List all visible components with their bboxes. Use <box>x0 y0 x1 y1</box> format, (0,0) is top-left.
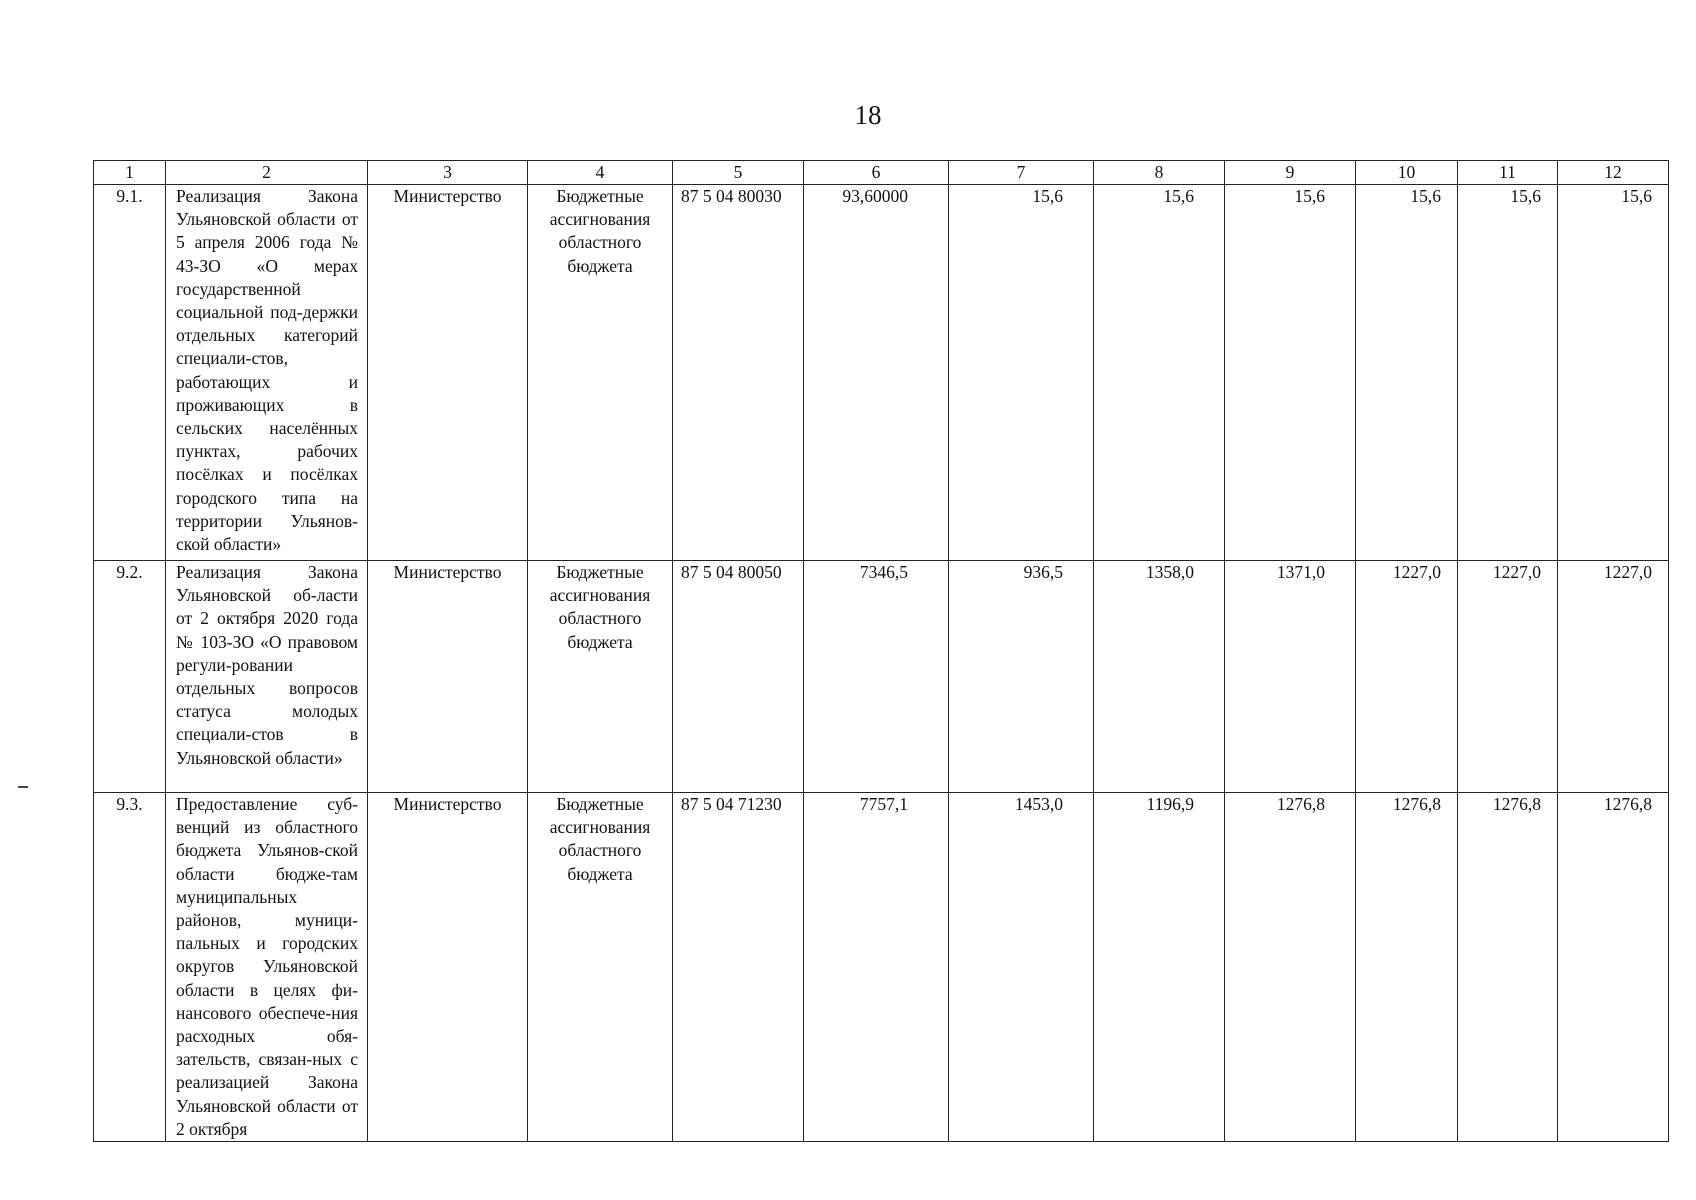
year-amount: 1227,0 <box>1558 561 1669 793</box>
budget-code: 87 5 04 71230 <box>673 793 804 1142</box>
total-amount: 93,60000 <box>804 185 949 561</box>
column-number: 3 <box>368 161 528 185</box>
margin-mark <box>18 786 28 788</box>
year-amount: 1227,0 <box>1356 561 1458 793</box>
measure-name: Реализация Закона Ульяновской об-ласти от 2 октября 2020 года № 103-ЗО «О правовом регули-ровании отдельных вопросов статуса молодых специали-стов в Ульяновской области» <box>166 561 368 793</box>
budget-table <box>93 160 1669 1142</box>
year-amount: 1358,0 <box>1094 561 1225 793</box>
budget-code: 87 5 04 80030 <box>673 185 804 561</box>
column-number: 8 <box>1094 161 1225 185</box>
year-amount: 1276,8 <box>1558 793 1669 1142</box>
column-number: 4 <box>528 161 673 185</box>
year-amount: 15,6 <box>1094 185 1225 561</box>
year-amount: 15,6 <box>1356 185 1458 561</box>
row-number: 9.2. <box>94 561 166 793</box>
year-amount: 936,5 <box>949 561 1094 793</box>
column-number: 2 <box>166 161 368 185</box>
year-amount: 15,6 <box>1558 185 1669 561</box>
total-amount: 7346,5 <box>804 561 949 793</box>
table-row <box>94 185 1669 561</box>
measure-name: Реализация Закона Ульяновской области от 5 апреля 2006 года № 43-ЗО «О мерах государственной социальной под-держки отдельных категорий специали-стов, работающих и проживающих в сельских населённых пунктах, рабочих посёлках и посёлках городского типа на территории Ульянов-ской области» <box>166 185 368 561</box>
table-row <box>94 561 1669 793</box>
column-number: 9 <box>1225 161 1356 185</box>
executor: Министерство <box>368 793 528 1142</box>
column-number: 6 <box>804 161 949 185</box>
column-number-row <box>94 161 1669 185</box>
year-amount: 1276,8 <box>1458 793 1558 1142</box>
funding-source: Бюджетные ассигнования областного бюджета <box>528 793 673 1142</box>
funding-source: Бюджетные ассигнования областного бюджета <box>528 185 673 561</box>
year-amount: 1276,8 <box>1356 793 1458 1142</box>
row-number: 9.1. <box>94 185 166 561</box>
year-amount: 1227,0 <box>1458 561 1558 793</box>
column-number: 10 <box>1356 161 1458 185</box>
executor: Министерство <box>368 561 528 793</box>
year-amount: 15,6 <box>1225 185 1356 561</box>
measure-name: Предоставление суб-венций из областного бюджета Ульянов-ской области бюдже-там муниципальных районов, муници-пальных и городских округов Ульяновской области в целях фи-нансового обеспече-ния расходных обя-зательств, связан-ных с реализацией Закона Ульяновской области от 2 октября <box>166 793 368 1142</box>
row-number: 9.3. <box>94 793 166 1142</box>
year-amount: 15,6 <box>1458 185 1558 561</box>
budget-code: 87 5 04 80050 <box>673 561 804 793</box>
column-number: 12 <box>1558 161 1669 185</box>
column-number: 5 <box>673 161 804 185</box>
year-amount: 15,6 <box>949 185 1094 561</box>
year-amount: 1453,0 <box>949 793 1094 1142</box>
column-number: 1 <box>94 161 166 185</box>
year-amount: 1276,8 <box>1225 793 1356 1142</box>
column-number: 7 <box>949 161 1094 185</box>
table-row <box>94 793 1669 1142</box>
column-number: 11 <box>1458 161 1558 185</box>
total-amount: 7757,1 <box>804 793 949 1142</box>
funding-source: Бюджетные ассигнования областного бюджета <box>528 561 673 793</box>
year-amount: 1196,9 <box>1094 793 1225 1142</box>
page-number: 18 <box>854 100 882 130</box>
executor: Министерство <box>368 185 528 561</box>
year-amount: 1371,0 <box>1225 561 1356 793</box>
